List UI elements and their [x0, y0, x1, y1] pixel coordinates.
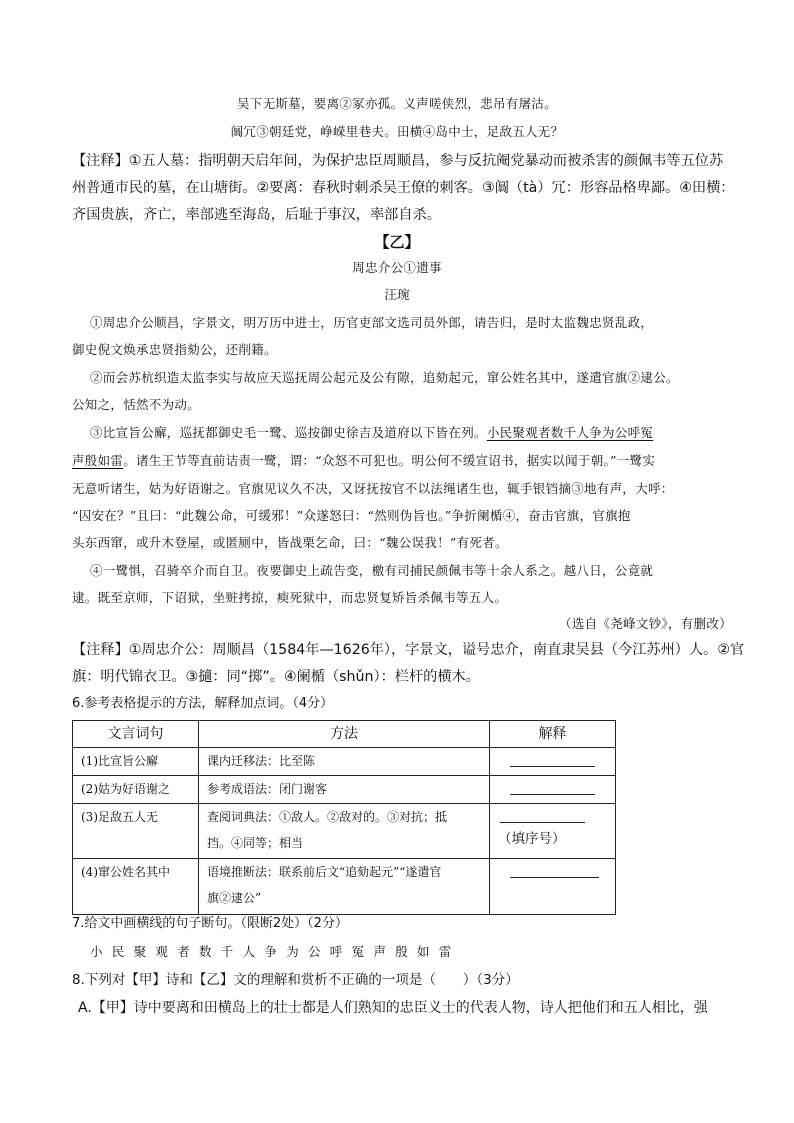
term-cell: (2)姑为好语谢之	[81, 782, 170, 796]
yi-p1-line-1: ①周忠介公顺昌，字景文，明万历中进士，历官吏部文选司员外郎，请告归，是时太监魏忠贤乱政，	[90, 315, 654, 330]
question-7-prompt: 7.给文中画横线的句子断句。（限断2处）（2分）	[72, 916, 348, 931]
method-cell-line-1: 查阅词典法：①敌人。②敌对的。③对抗；抵	[207, 810, 448, 824]
section-label-yi: 【乙】	[374, 233, 420, 251]
yi-p1-line-2: 御史倪文焕承忠贤指劾公，还削籍。	[72, 342, 277, 357]
answer-blank-1[interactable]	[510, 766, 595, 767]
yi-p2-line-1: ②而会苏杭织造太监李实与故应天巡抚周公起元及公有隙，追劾起元，窜公姓名其中，遂遣官旗②逮公。	[90, 370, 679, 385]
yi-p4-line-2: 逮。既至京师，下诏狱，坐赃拷掠，瘐死狱中，而忠贤复矫旨杀佩韦等五人。	[72, 590, 508, 605]
answer-blank-4[interactable]	[510, 877, 599, 878]
yi-p2-line-2: 公知之，恬然不为动。	[72, 397, 201, 412]
yi-p3-line-3: 无意听诸生，姑为好语谢之。官旗见议久不决，又讶抚按官不以法绳诸生也，辄手银铛摘③地有声，大呼：	[72, 481, 674, 496]
table-row	[73, 748, 616, 776]
source-citation: （选自《尧峰文钞》，有删改）	[559, 616, 732, 631]
term-cell: (4)窜公姓名其中	[81, 865, 170, 879]
yi-p3-line-1-text: ③比宣旨公廨，巡抚都御史毛一鹭、巡按御史徐吉及道府以下皆在列。	[90, 425, 487, 440]
yi-p3-line-4: “囚安在？”且曰：“此魏公命，可缓邪！”众遂怒曰：“然则伪旨也。”争折阑楯④，奋击官旗，官旗抱	[72, 508, 631, 523]
underlined-sentence-part-2: 声殷如雷	[72, 453, 124, 468]
note-yi-line-1: 【注释】①周忠介公：周顺昌（1584年—1626年），字景文，谥号忠介，南直隶吴县（今江苏州）人。②官	[72, 642, 745, 658]
yi-p3-line-5: 头东西窜，或升木登屋，或匿厕中，皆战栗乞命，曰：“魏公误我！”有死者。	[72, 535, 508, 550]
method-cell-line-1: 语境推断法：联系前后文“追劾起元”“遂遣官	[207, 865, 442, 879]
option-a: A.【甲】诗中要离和田横岛上的壮士都是人们熟知的忠臣义士的代表人物，诗人把他们和五人相比，强	[78, 1000, 708, 1016]
passage-author: 汪琬	[384, 287, 410, 302]
passage-title: 周忠介公①遗事	[352, 260, 442, 275]
poem-line-2: 阘冗③朝廷党，峥嵘里巷夫。田横④岛中士，足敌五人无？	[230, 124, 564, 139]
method-table	[72, 720, 616, 915]
term-cell: (3)足敌五人无	[81, 810, 158, 824]
method-cell-line-2: 旗②逮公”	[207, 891, 262, 905]
method-cell-line-2: 挡。④同等；相当	[207, 836, 304, 850]
method-cell: 参考成语法：闭门谢客	[207, 782, 328, 796]
table-row	[73, 859, 616, 915]
yi-p3-line-1	[90, 423, 653, 443]
table-row	[73, 804, 616, 859]
table-header-method: 方法	[199, 721, 490, 748]
sentence-to-punctuate: 小民聚观者数千人争为公呼冤声殷如雷	[90, 944, 461, 959]
note-jia-line-3: 齐国贵族，齐亡，率部逃至海岛，后耻于事汉，率部自杀。	[72, 207, 441, 223]
poem-line-1: 吴下无斯墓，要离②冢亦孤。义声嗟侠烈，悲吊有屠沽。	[236, 96, 557, 111]
yi-p3-line-2	[72, 451, 655, 471]
table-header-answer: 解释	[490, 721, 616, 748]
yi-p3-line-2-text: 。诸生王节等直前诘责一鹭，谓：“众怒不可犯也。明公何不缓宣诏书，据实以闻于朝。”一鹭实	[123, 453, 656, 468]
method-cell: 课内迁移法：比至陈	[207, 754, 316, 768]
question-6-prompt: 6.参考表格提示的方法，解释加点词。（4分）	[72, 696, 334, 711]
table-header-term: 文言词句	[73, 721, 199, 748]
note-jia-line-1: 【注释】①五人墓：指明朝天启年间，为保护忠臣周顺昌，参与反抗阉党暴动而被杀害的颜佩韦等五位苏	[72, 153, 724, 169]
note-jia-line-2: 州普通市民的墓，在山塘街。②要离：春秋时刺杀吴王僚的刺客。③阘（tà）冗：形容品格卑鄙。④田横：	[72, 180, 735, 196]
answer-blank-2[interactable]	[510, 794, 595, 795]
underlined-sentence-part-1: 小民聚观者数千人争为公呼冤	[486, 425, 654, 440]
term-cell: (1)比宣旨公廨	[81, 754, 158, 768]
note-yi-line-2: 旗：明代锦衣卫。③擿：同“掷”。④阑楯（shǔn）：栏杆的横木。	[72, 669, 480, 685]
yi-p4-line-1: ④一鹭惧，召骑卒介而自卫。夜要御史上疏告变，檄有司捕民颜佩韦等十余人系之。越八日，公竟就	[90, 563, 654, 578]
question-8-prompt: 8.下列对【甲】诗和【乙】文的理解和赏析不正确的一项是（ ）（3分）	[72, 972, 519, 988]
table-row	[73, 776, 616, 804]
fill-number-hint: （填序号）	[498, 831, 566, 847]
